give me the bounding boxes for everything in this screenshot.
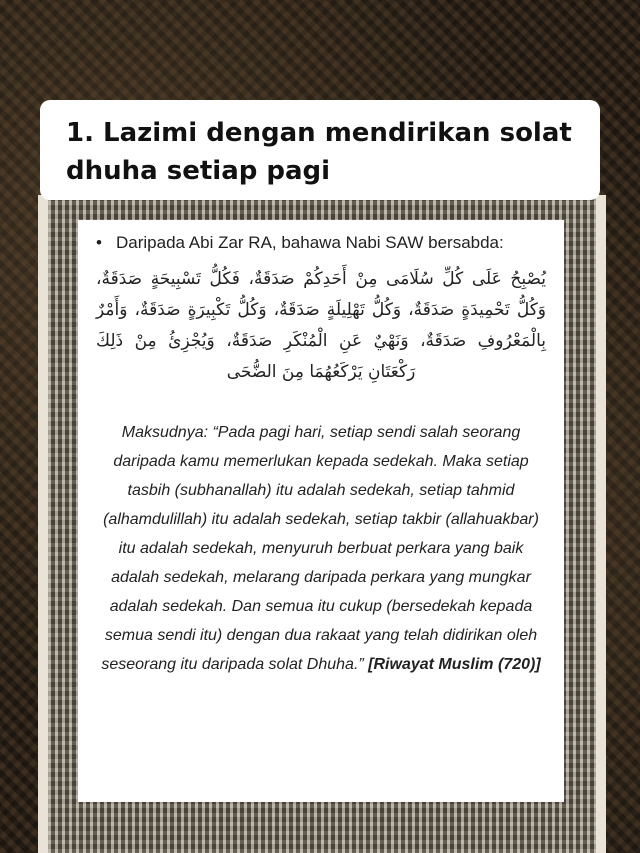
translation-text: Maksudnya: “Pada pagi hari, setiap sendi salah seorang daripada kamu memerlukan kepada sedekah. Maka setiap tasbih (subhanallah) itu adalah sedekah, setiap tahmid (alhamdulillah) itu adalah sedekah, setiap takbir (allahuakbar) itu adalah sedekah, menyuruh berbuat perkara yang baik adalah sedekah, melarang daripada perkara yang mungkar adalah sedekah. Dan semua itu cukup (bersedekah kepada semua sendi itu) dengan dua rakaat yang telah didirikan oleh seseorang itu daripada solat Dhuha.”: [101, 424, 539, 673]
bullet-text: Daripada Abi Zar RA, bahawa Nabi SAW bersabda:: [116, 233, 504, 252]
bullet-icon: •: [96, 233, 102, 252]
translation-paragraph: [96, 418, 546, 679]
bullet-item: [96, 230, 546, 256]
content-card: [78, 220, 564, 802]
arabic-hadith-text: يُصْبِحُ عَلَى كُلِّ سُلَامَى مِنْ أَحَدِكُمْ صَدَقَةٌ، فَكُلُّ تَسْبِيحَةٍ صَدَقَةٌ، وَكُلُّ تَحْمِيدَةٍ صَدَقَةٌ، وَكُلُّ تَهْلِيلَةٍ صَدَقَةٌ، وَكُلُّ تَكْبِيرَةٍ صَدَقَةٌ، وَأَمْرٌ بِالْمَعْرُوفِ صَدَقَةٌ، وَنَهْيٌ عَنِ الْمُنْكَرِ صَدَقَةٌ، وَيُجْزِئُ مِنْ ذَلِكَ رَكْعَتَانِ يَرْكَعُهُمَا مِنَ الضُّحَى: [96, 269, 546, 382]
title-card: [40, 100, 600, 200]
page-title: 1. Lazimi dengan mendirikan solat dhuha setiap pagi: [66, 118, 572, 186]
hadith-source: [Riwayat Muslim (720)]: [368, 656, 541, 673]
